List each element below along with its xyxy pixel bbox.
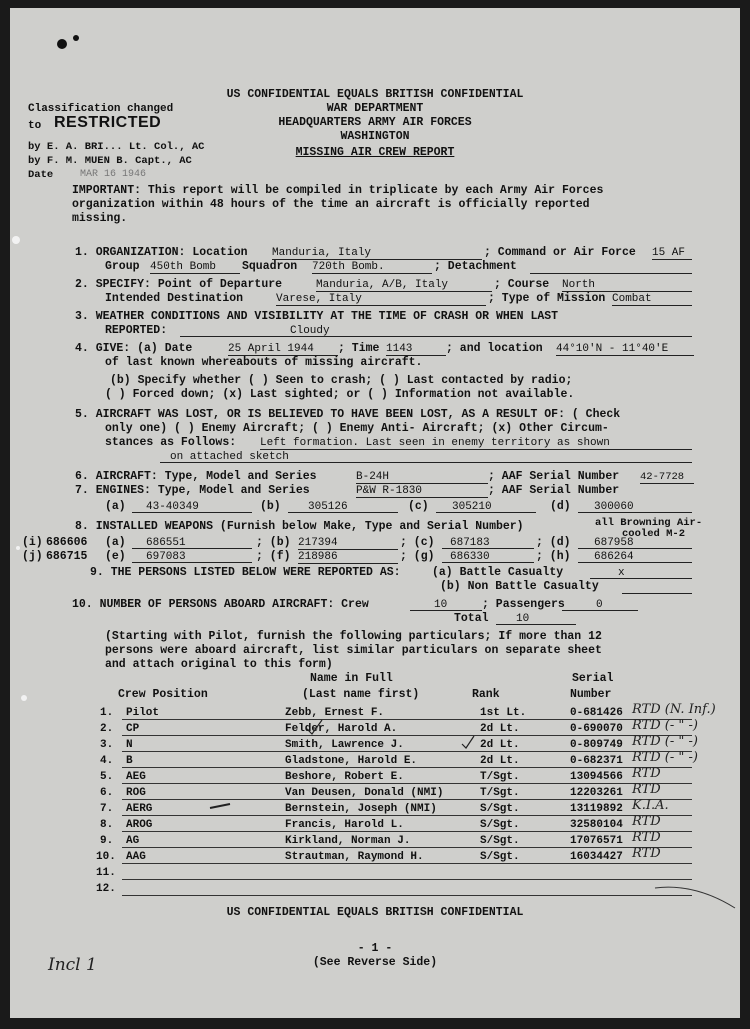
destination-field: Varese, Italy — [276, 292, 486, 306]
weapon-b-field: 217394 — [298, 536, 398, 550]
engine-c-field: 305210 — [436, 500, 536, 513]
squadron-field: 720th Bomb. — [312, 260, 432, 274]
row-number: 9. — [100, 835, 114, 847]
header-serial-number: Number — [570, 688, 612, 701]
aircraft-serial-field: 42-7728 — [640, 470, 694, 484]
aircraft-serial-label: ; AAF Serial Number — [488, 470, 620, 483]
restricted-stamp: RESTRICTED — [54, 114, 162, 131]
passengers-label: ; Passengers — [482, 598, 565, 611]
total-field: 10 — [496, 612, 576, 625]
engine-a-label: (a) — [105, 500, 126, 513]
header-last-name-first: (Last name first) — [302, 688, 420, 701]
weapon-g-field: 686330 — [442, 550, 534, 563]
detachment-label: ; Detachment — [434, 260, 517, 273]
course-field: North — [562, 278, 692, 292]
item5-line3: stances as Follows: — [105, 436, 237, 449]
crew-name: Strautman, Raymond H. — [285, 851, 424, 863]
crew-position: B — [126, 755, 133, 767]
crew-serial: 0-681426 — [570, 707, 623, 719]
crew-position: N — [126, 739, 133, 751]
engines-serial-label: ; AAF Serial Number — [488, 484, 620, 497]
crew-position: CP — [126, 723, 140, 735]
crew-serial: 32580104 — [570, 819, 623, 831]
engine-b-label: (b) — [260, 500, 281, 513]
row-number: 6. — [100, 787, 114, 799]
crew-position: ROG — [126, 787, 146, 799]
weapon-d-field: 687958 — [578, 536, 692, 549]
crew-name: Zebb, Ernest F. — [285, 707, 385, 719]
time-label: ; Time — [338, 342, 380, 355]
header-name-full: Name in Full — [310, 672, 393, 685]
crew-status-note: RTD — [632, 846, 661, 861]
intended-label: Intended Destination — [105, 292, 244, 305]
crew-serial: 0-690070 — [570, 723, 623, 735]
classification-changed: Classification changed — [28, 103, 174, 115]
item10-label: 10. NUMBER OF PERSONS ABOARD AIRCRAFT: Crew — [72, 598, 369, 611]
header-war-dept: WAR DEPARTMENT — [326, 102, 424, 115]
header-hq: HEADQUARTERS ARMY AIR FORCES — [278, 116, 472, 129]
crew-status-note: RTD — [632, 766, 661, 781]
mission-label: ; Type of Mission — [488, 292, 606, 305]
battle-casualty-label: (a) Battle Casualty — [432, 566, 564, 579]
crew-serial: 17076571 — [570, 835, 623, 847]
crew-status-note: RTD (- " -) — [632, 718, 698, 733]
page-number: - 1 - — [357, 942, 393, 955]
header-crew-position: Crew Position — [118, 688, 208, 701]
course-label: ; Course — [494, 278, 550, 291]
crew-rank: 2d Lt. — [480, 755, 520, 767]
crew-serial: 0-682371 — [570, 755, 623, 767]
time-field: 1143 — [386, 342, 446, 356]
mission-field: Combat — [612, 292, 692, 306]
row-number: 7. — [100, 803, 114, 815]
item4-b2: ( ) Forced down; (x) Last sighted; or ( ) Information not available. — [105, 388, 575, 401]
engine-c-label: (c) — [408, 500, 429, 513]
weapon-f-field: 218986 — [298, 550, 398, 564]
important-line2: organization within 48 hours of the time an aircraft is officially reported — [72, 198, 590, 211]
command-label: ; Command or Air Force — [484, 246, 636, 259]
weapons-note-2: cooled M-2 — [622, 528, 686, 540]
command-field: 15 AF — [652, 246, 692, 260]
engine-a-field: 43-40349 — [132, 500, 252, 513]
crew-status-note: RTD (N. Inf.) — [632, 702, 716, 717]
row-number: 3. — [100, 739, 114, 751]
item4-line2: of last known whereabouts of missing aircraft. — [105, 356, 423, 369]
crew-serial: 0-809749 — [570, 739, 623, 751]
instructions-line2: persons were aboard aircraft, list similar particulars on separate sheet — [105, 644, 602, 657]
crew-status-note: RTD (- " -) — [632, 734, 698, 749]
row-number: 4. — [100, 755, 114, 767]
row-number: 1. — [100, 707, 114, 719]
report-page: US CONFIDENTIAL EQUALS BRITISH CONFIDENTIAL WAR DEPARTMENT HEADQUARTERS ARMY AIR FORCES WASHINGTON MISSING AIR CREW REPORT Classification changed to RESTRICTED by E. A. BRI... Lt. Col., AC by F. M. MUEN B. Capt., AC Date MAR 16 1946 IMPORTANT: This report will be compiled in triplicate by each Army Air Forces organization within 48 hours of the time an aircraft is officially reported missing. 1. ORGANIZATION: Location Manduria, Italy ; Command or Air Force 15 AF Group 450th Bomb Squadron 720th Bomb. ; Detachment 2. SPECIFY: Point of Departure Manduria, A/B, Italy ; Course North Intended Destination Varese, Italy ; Type of Mission Combat 3. WEATHER CONDITIONS AND VISIBILITY AT THE TIME OF CRASH OR WHEN LAST REPORTED: Cloudy 4. GIVE: (a) Date 25 April 1944 ; Time 1143 ; and location 44°10'N - 11°40'E of last known whereabouts of missing aircraft. (b) Specify whether ( ) Seen to crash; ( ) Last contacted by radio; ( ) Forced down; (x) Last sighted; or ( ) Information not available. 5. AIRCRAFT WAS LOST, OR IS BELIEVED TO HAVE BEEN LOST, AS A RESULT OF: ( Check only one) ( ) Enemy Aircraft; ( ) Enemy Anti- Aircraft; (x) Other Circum- stances as Follows: Left formation. Last seen in enemy territory as shown on attached sketch 6. AIRCRAFT: Type, Model and Series B-24H ; AAF Serial Number 42-7728 7. ENGINES: Type, Model and Series P&W R-1830 ; AAF Serial Number (a) 43-40349 (b) 305126 (c) 305210 (d) 300060 8. INSTALLED WEAPONS (Furnish below Make, Type and Serial Number) all Browning Air- cooled M-2 (i) 686606 (a) 686551 ; (b) 217394 ; (c) 687183 ; (d) 687958 (j) 686715 (e) 697083 ; (f) 218986 ; (g) 686330 ; (h) 686264 9. THE PERSONS LISTED BELOW WERE REPORTED AS: (a) Battle Casualty x (b) Non Battle Casualty 10. NUMBER OF PERSONS ABOARD AIRCRAFT: Crew 10 ; Passengers 0 Total 10 (Starting with Pilot, furnish the following particulars; If more than 12 persons were aboard aircraft, list similar particulars on separate sheet and attach original to this form) Name in Full Serial Crew Position (Last name first) Rank Number 1. Pilot Zebb, Ernest F. 1st Lt. 0-681426 RTD (N. Inf.) 2. CP Felder, Harold A. 2d Lt. 0-690070 RTD (- " -) 3. N Smith, Lawrence J. 2d Lt. 0-809749 RTD (- " -) 4. B Gladstone, Harold E. 2d Lt. 0-682371 RTD (- " -) 5. AEG Beshore, Robert E. T/Sgt. 13094566 RTD 6. ROG Van Deusen, Donald (NMI) T/Sgt. 12203261 RTD 7. AERG Bernstein, Joseph (NMI) S/Sgt. 13119892 K.I.A. 8. AROG Francis, Harold L. S/Sgt. 32580104 RTD 9. AG Kirkland, Norman J. S/Sgt. 17076571 RTD 10. AAG Strautman, Raymond H. S/Sgt. 16034427 RTD 11. 12. US CONFIDENTIAL EQUALS BRITISH CONFIDENTIAL - 1 - (See Reverse Side) Incl 1 — [10, 8, 740, 1018]
crew-rank: S/Sgt. — [480, 819, 520, 831]
header-title: MISSING AIR CREW REPORT — [295, 146, 455, 159]
row-number: 10. — [96, 851, 116, 863]
see-reverse: (See Reverse Side) — [312, 956, 438, 969]
crew-name: Felder, Harold A. — [285, 723, 398, 735]
crew-name: Van Deusen, Donald (NMI) — [285, 787, 444, 799]
crew-serial: 13119892 — [570, 803, 623, 815]
header-confidential: US CONFIDENTIAL EQUALS BRITISH CONFIDENTIAL — [226, 88, 524, 101]
crew-serial: 12203261 — [570, 787, 623, 799]
crew-position: Pilot — [126, 707, 160, 719]
aircraft-field: B-24H — [356, 470, 488, 484]
passengers-field: 0 — [562, 598, 638, 611]
row-number: 8. — [100, 819, 114, 831]
weather-field: Cloudy — [180, 324, 692, 337]
weapons-note: all Browning Air- — [595, 517, 703, 529]
engines-field: P&W R-1830 — [356, 484, 488, 498]
weapon-a-field: 686551 — [132, 536, 252, 549]
item5-line2: only one) ( ) Enemy Aircraft; ( ) Enemy Anti- Aircraft; (x) Other Circum- — [105, 422, 609, 435]
group-field: 450th Bomb — [150, 260, 240, 274]
instructions-line3: and attach original to this form) — [105, 658, 333, 671]
row-number: 11. — [96, 867, 116, 879]
crew-name: Beshore, Robert E. — [285, 771, 404, 783]
location-field: Manduria, Italy — [272, 246, 482, 260]
footer-confidential: US CONFIDENTIAL EQUALS BRITISH CONFIDENTIAL — [226, 906, 524, 919]
item4-label: 4. GIVE: (a) Date — [75, 342, 193, 355]
engine-b-field: 305126 — [288, 500, 398, 513]
squadron-label: Squadron — [242, 260, 298, 273]
location-coords-label: ; and location — [446, 342, 543, 355]
classification-to-label: to — [28, 120, 42, 132]
item4-b1: (b) Specify whether ( ) Seen to crash; ( ) Last contacted by radio; — [110, 374, 573, 387]
crew-position: AROG — [126, 819, 153, 831]
item2-label: 2. SPECIFY: Point of Departure — [75, 278, 283, 291]
battle-casualty-field: x — [590, 566, 692, 579]
group-label: Group — [105, 260, 140, 273]
weapon-i-label: (i) — [22, 536, 43, 549]
crew-serial: 16034427 — [570, 851, 623, 863]
crew-rank: S/Sgt. — [480, 835, 520, 847]
item9-label: 9. THE PERSONS LISTED BELOW WERE REPORTED AS: — [90, 566, 401, 579]
crew-status-note: RTD — [632, 814, 661, 829]
non-battle-casualty-label: (b) Non Battle Casualty — [440, 580, 599, 593]
crew-name: Francis, Harold L. — [285, 819, 404, 831]
classification-by2: by F. M. MUEN B. Capt., AC — [28, 155, 192, 167]
crew-rank: 2d Lt. — [480, 739, 520, 751]
crew-rank: S/Sgt. — [480, 851, 520, 863]
row-number: 12. — [96, 883, 116, 895]
total-label: Total — [454, 612, 489, 625]
crew-position: AG — [126, 835, 140, 847]
engine-d-field: 300060 — [578, 500, 692, 513]
scan-artifacts — [10, 8, 740, 1018]
weapon-j-label: (j) — [22, 550, 43, 563]
header-rank: Rank — [472, 688, 500, 701]
weapon-c-field: 687183 — [442, 536, 534, 549]
important-line3: missing. — [72, 212, 128, 225]
classification-date-value: MAR 16 1946 — [80, 169, 147, 180]
row-number: 5. — [100, 771, 114, 783]
crew-serial: 13094566 — [570, 771, 623, 783]
crew-name: Smith, Lawrence J. — [285, 739, 404, 751]
item8-label: 8. INSTALLED WEAPONS (Furnish below Make, Type and Serial Number) — [75, 520, 524, 533]
item3-line2: REPORTED: — [105, 324, 168, 337]
incl-handwritten: Incl 1 — [48, 955, 97, 975]
crew-rank: T/Sgt. — [480, 787, 520, 799]
header-serial: Serial — [572, 672, 614, 685]
item3-line1: 3. WEATHER CONDITIONS AND VISIBILITY AT THE TIME OF CRASH OR WHEN LAST — [75, 310, 559, 323]
weapon-h-field: 686264 — [578, 550, 692, 563]
crew-rank: S/Sgt. — [480, 803, 520, 815]
crew-rank: 1st Lt. — [480, 707, 527, 719]
row-number: 2. — [100, 723, 114, 735]
crew-rank: 2d Lt. — [480, 723, 520, 735]
crew-position: AEG — [126, 771, 146, 783]
crew-status-note: K.I.A. — [632, 798, 669, 813]
crew-name: Kirkland, Norman J. — [285, 835, 411, 847]
crew-position: AERG — [126, 803, 153, 815]
item7-label: 7. ENGINES: Type, Model and Series — [75, 484, 310, 497]
weapon-j-value: 686715 — [46, 550, 88, 563]
classification-date-label: Date — [28, 169, 54, 181]
crew-name: Gladstone, Harold E. — [285, 755, 418, 767]
crew-status-note: RTD (- " -) — [632, 750, 698, 765]
crew-status-note: RTD — [632, 782, 661, 797]
header-washington: WASHINGTON — [340, 130, 410, 143]
crew-count-field: 10 — [410, 598, 482, 611]
loss-reason-field: Left formation. Last seen in enemy territory as shown — [260, 436, 692, 450]
important-line1: IMPORTANT: This report will be compiled in triplicate by each Army Air Forces — [72, 184, 604, 197]
item1-label: 1. ORGANIZATION: Location — [75, 246, 248, 259]
crew-name: Bernstein, Joseph (NMI) — [285, 803, 437, 815]
weapon-e-field: 697083 — [132, 550, 252, 563]
crew-rank: T/Sgt. — [480, 771, 520, 783]
item6-label: 6. AIRCRAFT: Type, Model and Series — [75, 470, 317, 483]
loss-reason-field-2: on attached sketch — [160, 450, 692, 463]
item5-line1: 5. AIRCRAFT WAS LOST, OR IS BELIEVED TO HAVE BEEN LOST, AS A RESULT OF: ( Check — [75, 408, 621, 421]
date-field: 25 April 1944 — [228, 342, 338, 356]
departure-field: Manduria, A/B, Italy — [316, 278, 492, 292]
crew-position: AAG — [126, 851, 146, 863]
crew-status-note: RTD — [632, 830, 661, 845]
weapon-i-value: 686606 — [46, 536, 88, 549]
classification-by1: by E. A. BRI... Lt. Col., AC — [28, 141, 205, 153]
instructions-line1: (Starting with Pilot, furnish the following particulars; If more than 12 — [105, 630, 602, 643]
engine-d-label: (d) — [550, 500, 571, 513]
coords-field: 44°10'N - 11°40'E — [556, 342, 694, 356]
